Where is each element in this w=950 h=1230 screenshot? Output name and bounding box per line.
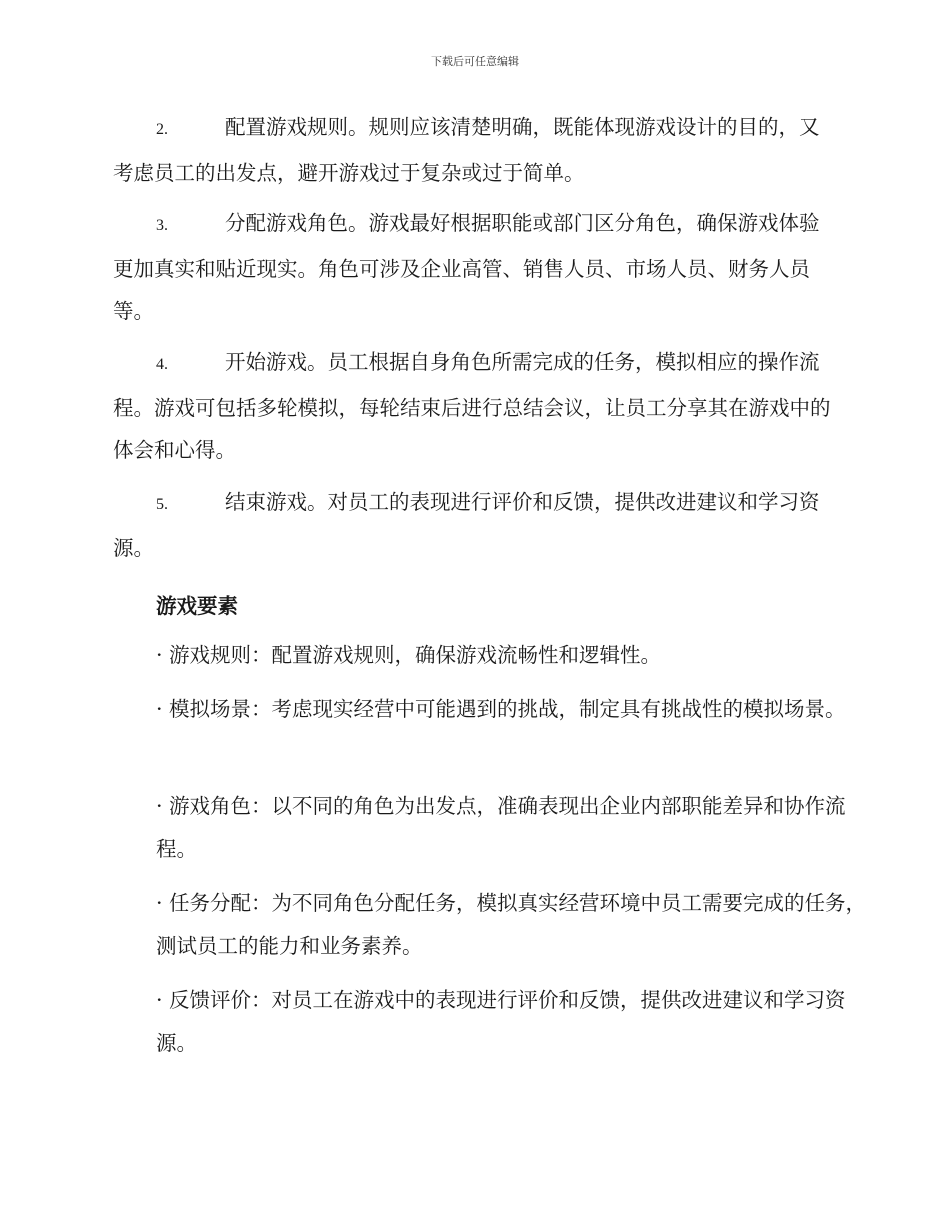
step-item xyxy=(113,341,835,472)
element-item: · 游戏角色：以不同的角色为出发点，准确表现出企业内部职能差异和协作流程。 xyxy=(156,794,846,861)
element-item: · 任务分配：为不同角色分配任务，模拟真实经营环境中员工需要完成的任务，测试员工的能力和业务素养。 xyxy=(156,891,867,958)
step-text: 开始游戏。员工根据自身角色所需完成的任务，模拟相应的操作流程。游戏可包括多轮模拟，每轮结束后进行总结会议，让员工分享其在游戏中的体会和心得。 xyxy=(113,350,831,462)
page-header: 下载后可任意编辑 xyxy=(431,55,519,68)
element-item: · 反馈评价：对员工在游戏中的表现进行评价和反馈，提供改进建议和学习资源。 xyxy=(156,988,846,1055)
step-number: 3. xyxy=(156,217,168,234)
element-item: · 游戏规则：配置游戏规则，确保游戏流畅性和逻辑性。 xyxy=(156,643,662,667)
step-item xyxy=(113,202,835,333)
step-number: 5. xyxy=(156,496,168,513)
section-heading: 游戏要素 xyxy=(156,594,238,618)
step-number: 4. xyxy=(156,356,168,373)
step-item xyxy=(113,481,835,569)
step-item xyxy=(113,106,835,194)
step-text: 配置游戏规则。规则应该清楚明确，既能体现游戏设计的目的，又考虑员工的出发点，避开游戏过于复杂或过于简单。 xyxy=(113,115,820,185)
step-number: 2. xyxy=(156,121,168,138)
step-text: 结束游戏。对员工的表现进行评价和反馈，提供改进建议和学习资源。 xyxy=(113,490,820,560)
element-item: · 模拟场景：考虑现实经营中可能遇到的挑战，制定具有挑战性的模拟场景。 xyxy=(156,697,846,721)
step-text: 分配游戏角色。游戏最好根据职能或部门区分角色，确保游戏体验更加真实和贴近现实。角色可涉及企业高管、销售人员、市场人员、财务人员等。 xyxy=(113,211,820,323)
